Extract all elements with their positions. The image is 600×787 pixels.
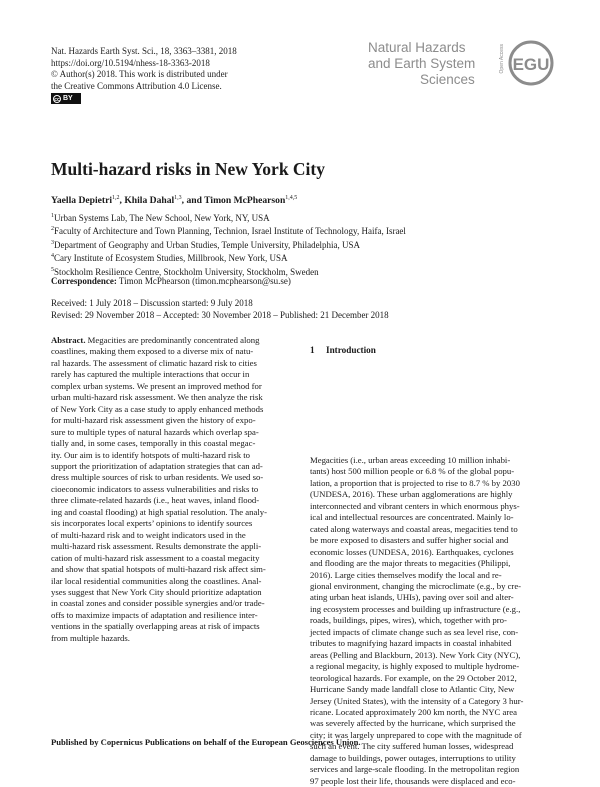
abstract-line: coastlines, making them exposed to a diverse mix of natu- [51,346,254,357]
author-list: Yaella Depietri$^{1,2}$, Khila Dahal$^{1,3}$, and Timon McPhearson$^{1,4,5}$ [51,195,298,207]
cc-by-license-badge[interactable] [51,93,81,104]
introduction-line: was severely affected by the hurricane, which surprised the [310,718,516,729]
abstract-line: ventions in the spatially overlapping areas at risk of impacts [51,621,260,632]
abstract-line: ing and coastal flooding) at high spatial resolution. The analy- [51,506,268,517]
affiliation-text: Faculty of Architecture and Town Planning, Technion, Israel Institute of Technology, Haifa, Israel [54,226,406,237]
abstract-line: for multi-hazard risk assessment given the history of expo- [51,415,256,426]
egu-logo-icon [508,40,554,86]
author-affiliation-marks: 1,3 [174,195,182,201]
affiliation-number: 5 [51,266,54,273]
abstract-line: offs to maximize impacts of adaptation and resilience inter- [51,609,258,620]
affiliation-number: 1 [51,213,54,219]
abstract-line: sis incorporates local experts’ opinions to identify sources [51,518,253,529]
abstract-line: of multi-hazard risk and to weight indicators used in the [51,529,246,540]
abstract-line: of New York City as a case study to apply enhanced methods [51,403,264,414]
doi-link[interactable]: https://doi.org/10.5194/nhess-18-3363-2018 [51,57,210,68]
abstract-body [51,346,286,644]
journal-name [368,40,475,88]
introduction-line: roads, buildings, pipes, wires), which, together with pro- [310,615,507,626]
abstract-line: tially and, in some cases, temporally in this coastal megac- [51,438,256,449]
abstract-line: cation of multi-hazard risk assessment to a coastal megacity [51,552,260,563]
affiliation-number: 4 [51,253,54,260]
introduction-line: and flooding are the major threats to megacities (Philippi, [310,558,511,569]
abstract-line: rarely has captured the multiple interactions that occur in [51,369,250,380]
publication-dates [51,298,389,321]
abstract [51,335,286,644]
abstract-line: three climate-related hazards (i.e., heat waves, inland flood- [51,495,260,506]
introduction-line: ical and intellectual resources are concentrated. Mainly lo- [310,512,514,523]
introduction-line: jected impacts of climate change such as sea level rise, con- [310,626,519,637]
journal-meta [51,46,237,92]
introduction-line: ating urban heat islands, UHIs), paving over soil and alter- [310,592,514,603]
journal-name-line: Sciences [420,72,475,87]
affiliation-text: Stockholm Resilience Centre, Stockholm University, Stockholm, Sweden [54,266,319,277]
abstract-line: ilar local residential communities along the coastlines. Anal- [51,575,262,586]
open-access-label: Open Access [499,44,505,74]
author-affiliation-marks: 1,4,5 [285,195,298,201]
correspondence-contact[interactable]: Timon McPhearson (timon.mcphearson@su.se) [118,276,291,286]
introduction-line: Hurricane Sandy made landfall close to Atlantic City, New [310,684,515,695]
author-name: Timon McPhearson [204,195,286,207]
introduction-line: tants) host 500 million people or 6.8 % of the global popu- [310,466,515,477]
affiliation-text: Cary Institute of Ecosystem Studies, Millbrook, New York, USA [54,253,288,264]
cc-by-label: BY [63,95,73,102]
license-line: the Creative Commons Attribution 4.0 License. [51,80,222,91]
affiliation-item [51,224,406,237]
abstract-line: dress multiple sources of risk to urban residents. We used so- [51,472,264,483]
abstract-line: ity. Our aim is to identify hotspots of multi-hazard risk to [51,449,250,460]
journal-citation: Nat. Hazards Earth Syst. Sci., 18, 3363–3381, 2018 [51,46,237,56]
introduction-line: lation, a proportion that is projected to rise to 8.7 % by 2030 [310,477,520,488]
introduction-line: services and large-scale flooding. In the metropolitan region [310,764,520,775]
section-title: Introduction [326,345,376,355]
journal-name-line: and Earth System [368,56,476,71]
abstract-label: Abstract. [51,335,86,345]
abstract-line: ral hazards. The assessment of climatic hazard risk to cities [51,357,257,368]
abstract-line: urban multi-hazard risk assessment. We then analyze the risk [51,392,263,403]
introduction-line: tributes to magnifying hazard impacts in coastal inhabited [310,638,512,649]
section-number: 1 [310,345,315,355]
abstract-line: from multiple hazards. [51,632,130,643]
abstract-line: complex urban systems. We present an improved method for [51,380,262,391]
paper-title: Multi-hazard risks in New York City [51,159,326,179]
introduction-line: 97 people lost their life, thousands were displaced and eco- [310,775,516,786]
introduction-line: city; it was largely unprepared to cope with the magnitude of [310,729,522,740]
copyright-line: © Author(s) 2018. This work is distributed under [51,69,228,80]
introduction-line: damage to buildings, power outages, interruptions to utility [310,752,516,763]
introduction-line: be more exposed to disasters and suffer higher social and [310,535,509,546]
journal-brand [368,36,568,106]
abstract-line: cioeconomic indicators to assess vulnerabilities and risks to [51,483,259,494]
abstract-line: in coastal zones and consider possible synergies and/or trade- [51,598,265,609]
egu-logo-text: EGU [512,55,550,74]
introduction-line: ing ecosystem processes and building up infrastructure (e.g., [310,603,521,614]
affiliation-item [51,238,406,251]
abstract-line: yses suggest that New York City should prioritize adaptation [51,586,262,597]
introduction-line: cated along waterways and coastal areas, megacities tend to [310,523,518,534]
correspondence [51,276,291,286]
affiliation-number: 2 [51,226,54,233]
author-name: Khila Dahal [124,195,175,207]
introduction-line: gional environment, changing the microclimate (e.g., by cre- [310,580,522,591]
dates-line: Revised: 29 November 2018 – Accepted: 30 November 2018 – Published: 21 December 2018 [51,309,389,320]
journal-name-line: Natural Hazards [368,40,466,55]
abstract-line: multi-hazard risk assessment. Results demonstrate the appli- [51,541,262,552]
introduction-line: ricane. Located approximately 200 km north, the NYC area [310,706,517,717]
dates-line: Received: 1 July 2018 – Discussion started: 9 July 2018 [51,298,253,308]
introduction-line: (UNDESA, 2016). These urban agglomerations are highly [310,489,513,500]
introduction-line: interconnected and vibrant centers in which enormous phys- [310,500,520,511]
correspondence-label: Correspondence: [51,276,117,286]
introduction-line: Megacities (i.e., urban areas exceeding 10 million inhabi- [310,455,511,465]
affiliation-number: 3 [51,239,54,246]
affiliations [51,211,406,278]
author-name: Yaella Depietri [51,195,113,207]
affiliation-item [51,251,406,264]
introduction-line: economic losses (UNDESA, 2016). Earthquakes, cyclones [310,546,514,557]
cc-icon: cc [54,96,60,103]
introduction-line: teorological hazards. For example, on the 29 October 2012, [310,672,517,683]
introduction-line: a regional megacity, is highly exposed to multiple hydrome- [310,661,520,672]
affiliation-text: Urban Systems Lab, The New School, New York, NY, USA [54,213,270,223]
introduction-line: such an event. The city suffered human losses, widespread [310,741,514,752]
abstract-line [51,335,286,346]
introduction-line: areas (Pelling and Blackburn, 2013). New York City (NYC), [310,649,521,660]
affiliation-text: Department of Geography and Urban Studies, Temple University, Philadelphia, USA [54,239,361,250]
abstract-line: sure to multiple types of natural hazards which overlap spa- [51,426,259,437]
author-affiliation-marks: 1,2 [112,195,120,201]
section-heading-introduction [310,345,376,355]
affiliation-item [51,211,406,224]
introduction-line: 2016). Large cities themselves modify the local and re- [310,569,502,580]
introduction-line: Jersey (United States), with the intensity of a Category 3 hur- [310,695,524,706]
abstract-line: support the prioritization of adaptation strategies that can ad- [51,460,263,471]
abstract-line: and show that spatial hotspots of multi-hazard risk affect sim- [51,564,266,575]
publisher-footer: Published by Copernicus Publications on behalf of the European Geosciences Union. [51,737,361,747]
abstract-text: Megacities are predominantly concentrated along [85,335,260,345]
